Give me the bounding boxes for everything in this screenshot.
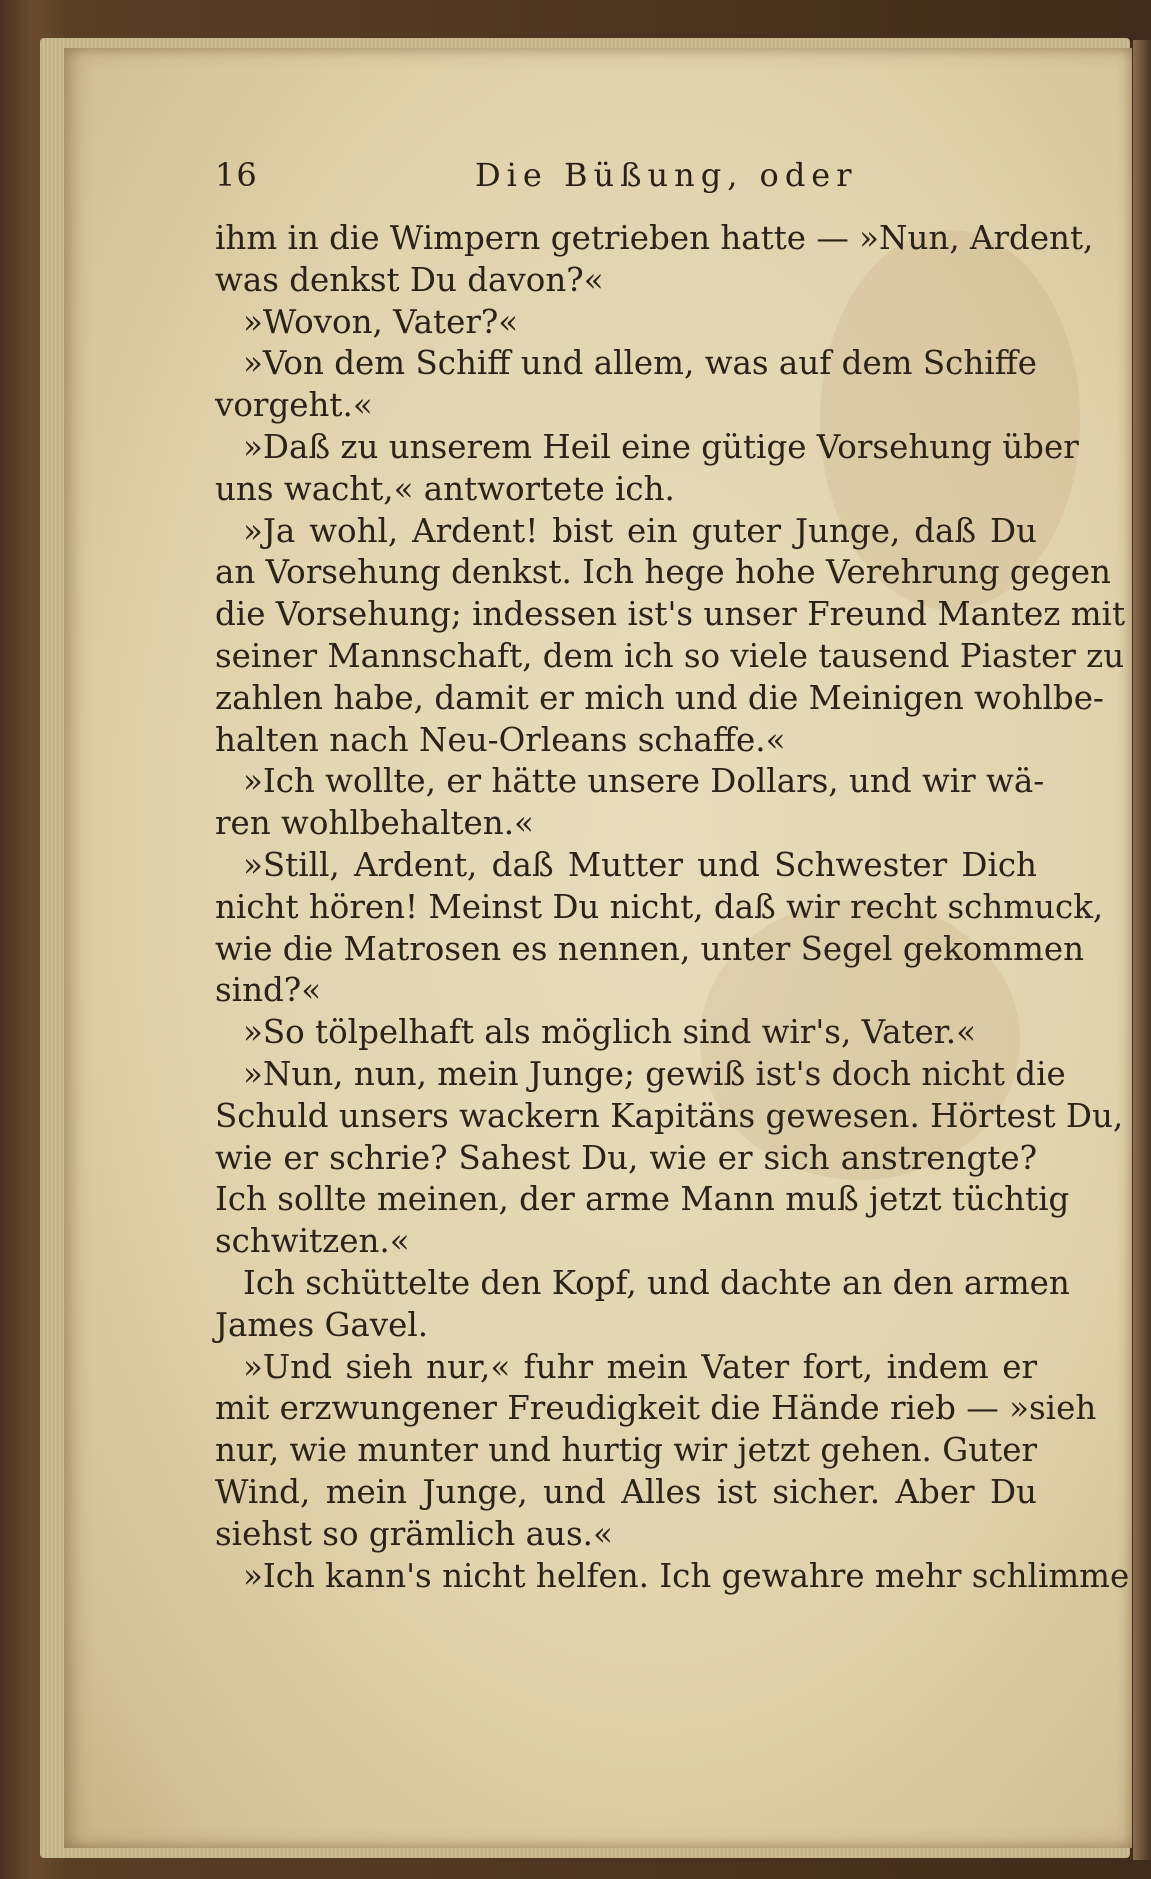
text-line: Ich schüttelte den Kopf, und dachte an den armen — [243, 1263, 1070, 1302]
text-line: »Nun, nun, mein Junge; gewiß ist's doch nicht die — [243, 1054, 1066, 1093]
text-line: Schuld unsers wackern Kapitäns gewesen. Hörtest Du, — [215, 1096, 1124, 1135]
text-line: ihm in die Wimpern getrieben hatte — »Nun, Ardent, — [215, 219, 1094, 257]
body-text — [215, 218, 1130, 1597]
text-line: wie die Matrosen es nennen, unter Segel gekommen — [215, 929, 1085, 968]
text-line: »Ich wollte, er hätte unsere Dollars, und wir wä- — [243, 762, 1045, 801]
text-line: »So tölpelhaft als möglich sind wir's, Vater.« — [243, 1013, 976, 1052]
text-line: »Ja wohl, Ardent! bist ein guter Junge, daß Du — [243, 511, 1037, 550]
text-line: seiner Mannschaft, dem ich so viele tausend Piaster zu — [215, 636, 1125, 675]
text-line: »Still, Ardent, daß Mutter und Schwester Dich — [243, 845, 1037, 884]
text-line: Wind, mein Junge, und Alles ist sicher. Aber Du — [215, 1472, 1037, 1511]
text-line: »Von dem Schiff und allem, was auf dem Schiffe — [243, 344, 1037, 383]
text-line: zahlen habe, damit er mich und die Meinigen wohlbe- — [215, 678, 1104, 717]
text-line: uns wacht,« antwortete ich. — [215, 469, 675, 508]
book-spine — [1133, 40, 1151, 1860]
text-line: halten nach Neu-Orleans schaffe.« — [215, 720, 786, 759]
text-line: »Daß zu unserem Heil eine gütige Vorsehung über — [243, 427, 1079, 466]
text-line: die Vorsehung; indessen ist's unser Freund Mantez mit — [215, 595, 1125, 634]
text-line: ren wohlbehalten.« — [215, 804, 534, 843]
text-line: sind?« — [215, 971, 322, 1010]
text-line: wie er schrie? Sahest Du, wie er sich anstrengte? — [215, 1138, 1037, 1177]
text-line: schwitzen.« — [215, 1222, 410, 1261]
text-line: siehst so grämlich aus.« — [215, 1514, 613, 1553]
text-line: vorgeht.« — [215, 386, 373, 425]
running-head: Die Büßung, oder — [475, 156, 858, 194]
text-line: was denkst Du davon?« — [215, 260, 604, 299]
text-line: mit erzwungener Freudigkeit die Hände rieb — »sieh — [215, 1389, 1097, 1428]
text-line: nur, wie munter und hurtig wir jetzt gehen. Guter — [215, 1431, 1037, 1470]
text-line: »Wovon, Vater?« — [243, 302, 519, 341]
text-line: Ich sollte meinen, der arme Mann muß jetzt tüchtig — [215, 1180, 1070, 1219]
text-line: »Ich kann's nicht helfen. Ich gewahre mehr schlimme — [243, 1556, 1130, 1595]
text-line: an Vorsehung denkst. Ich hege hohe Verehrung gegen — [215, 553, 1111, 592]
page-header — [215, 152, 1035, 202]
page-number: 16 — [215, 156, 258, 194]
text-line: nicht hören! Meinst Du nicht, daß wir recht schmuck, — [215, 887, 1104, 926]
text-line: James Gavel. — [215, 1305, 429, 1344]
text-line: »Und sieh nur,« fuhr mein Vater fort, indem er — [243, 1347, 1037, 1386]
